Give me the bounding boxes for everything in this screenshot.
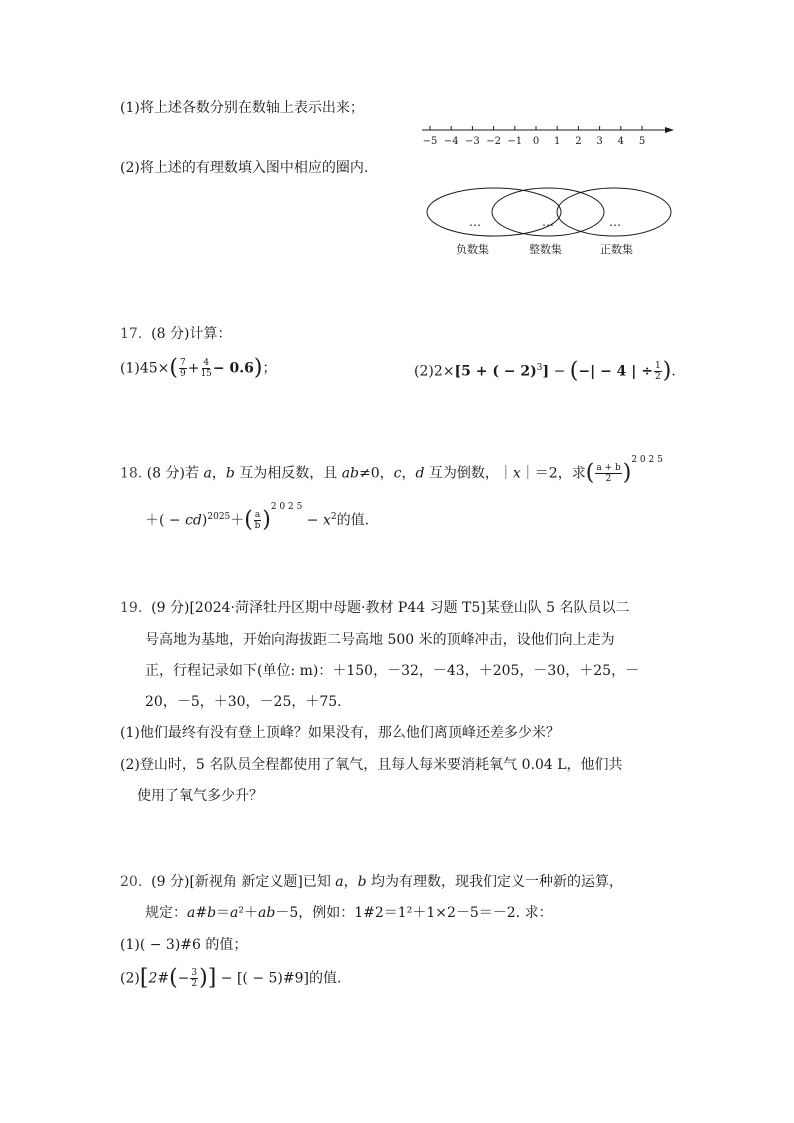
q17-score: (8 分)计算： <box>151 326 232 342</box>
q17-number: 17. <box>120 326 143 342</box>
negative-set-label: 负数集 <box>456 243 489 256</box>
q20-question1: (1)( − 3)#6 的值； <box>120 937 248 953</box>
number-line-tick-label: 0 <box>532 136 540 147</box>
q19-question2-line2: 使用了氧气多少升？ <box>137 788 263 804</box>
q20-fraction-3-2: $\frac{3}{2}$ <box>191 968 198 989</box>
q20-line1: 20. (9 分)[新视角 新定义题]已知 a，b 均为有理数，现我们定义一种新的运算， <box>120 874 624 890</box>
q18-number: 18. <box>120 465 143 482</box>
number-line-tick-label: −2 <box>486 136 501 147</box>
q17-fraction-4-15: $\frac{4}{15}$ <box>200 358 212 379</box>
q19-line4: 20，－5，＋30，－25，＋75. <box>145 694 342 710</box>
q17-part1: (1)45×( $\frac{7}{9}$ + $\frac{4}{15}$ − 0.6)； <box>120 355 277 381</box>
q17-p1-rest: − 0.6 <box>212 360 254 377</box>
number-line-tick-label: −1 <box>507 136 523 147</box>
q19-line2: 号高地为基地，开始向海拔距二号高地 500 米的顶峰冲击，设他们向上走为 <box>145 632 615 648</box>
q19-line3: 正，行程记录如下(单位: m)：＋150，－32，－43，＋205，－30，＋25，－ <box>145 663 640 679</box>
q17-fraction-1-2: $\frac{1}{2}$ <box>655 361 661 383</box>
q18-line1: 18. (8 分)若 a，b 互为相反数，且 ab≠0，c，d 互为倒数，｜x｜＝2，求( $\frac{a + b}{2}$ )$^{2 0 2 5}$ <box>120 455 663 486</box>
q17-fraction-7-9: $\frac{7}{9}$ <box>179 358 186 379</box>
negative-set-ellipsis: … <box>469 215 481 229</box>
positive-set-ellipsis: … <box>609 215 621 229</box>
integer-set-label: 整数集 <box>529 243 562 256</box>
number-line-tick-label: −4 <box>443 136 459 147</box>
q17-p1-prefix: (1)45× <box>120 360 170 377</box>
q18-fraction-a-plus-b: $\frac{a + b}{2}$ <box>596 463 621 485</box>
q17-part2: (2)2×[5 + ( − 2)$^3$] − (−| − 4 | ÷ $\frac{1}{2}$ ). <box>414 358 676 384</box>
q19-question2-line1: (2)登山时，5 名队员全程都使用了氧气，且每人每米要消耗氧气 0.04 L，他们共 <box>120 757 623 773</box>
q20-line2: 规定：a#b＝a²＋ab－5，例如：1#2＝1²＋1×2－5＝－2. 求： <box>145 905 553 921</box>
q20-number: 20. <box>120 874 143 890</box>
number-line-tick-label: 3 <box>596 136 603 147</box>
set-diagram <box>424 184 676 264</box>
q16-part1: (1)将上述各数分别在数轴上表示出来； <box>120 100 364 116</box>
number-line-tick-label: 2 <box>575 136 582 147</box>
number-line-tick-label: −3 <box>465 136 480 147</box>
number-line-tick-label: −5 <box>422 136 438 147</box>
q19-line1: 19. (9 分)[2024·菏泽牡丹区期中母题·教材 P44 习题 T5]某登山队 5 名队员以二 <box>120 600 630 616</box>
q17-header <box>120 324 231 344</box>
negative-set-circle <box>427 188 561 236</box>
number-line-tick-label: 4 <box>617 136 624 147</box>
q16-part2: (2)将上述的有理数填入图中相应的圈内. <box>120 160 369 176</box>
q19-question1: (1)他们最终有没有登上顶峰？如果没有，那么他们离顶峰还差多少米？ <box>120 725 560 741</box>
q20-question2: (2)[2#(− $\frac{3}{2}$ )] − [( − 5)#9]的值. <box>120 965 342 991</box>
number-line-tick-label: 1 <box>554 136 561 147</box>
number-line <box>418 120 680 150</box>
positive-set-label: 正数集 <box>600 243 633 256</box>
number-line-tick-label: 5 <box>638 136 646 147</box>
q17-p2-abs: −| − 4 | ÷ <box>578 363 653 380</box>
q18-line2: ＋( − cd)$^{2025}$＋( $\frac{a}{b}$ )$^{2 0 2 5} - x^2$的值. <box>145 502 370 533</box>
q17-p2-bracket: 5 + ( − 2) <box>461 363 537 380</box>
q17-p2-prefix: (2)2× <box>414 363 455 380</box>
q19-number: 19. <box>120 600 143 616</box>
q17-plus: + <box>187 360 200 377</box>
q18-fraction-a-b: $\frac{a}{b}$ <box>254 510 261 532</box>
integer-set-ellipsis: … <box>542 215 554 229</box>
